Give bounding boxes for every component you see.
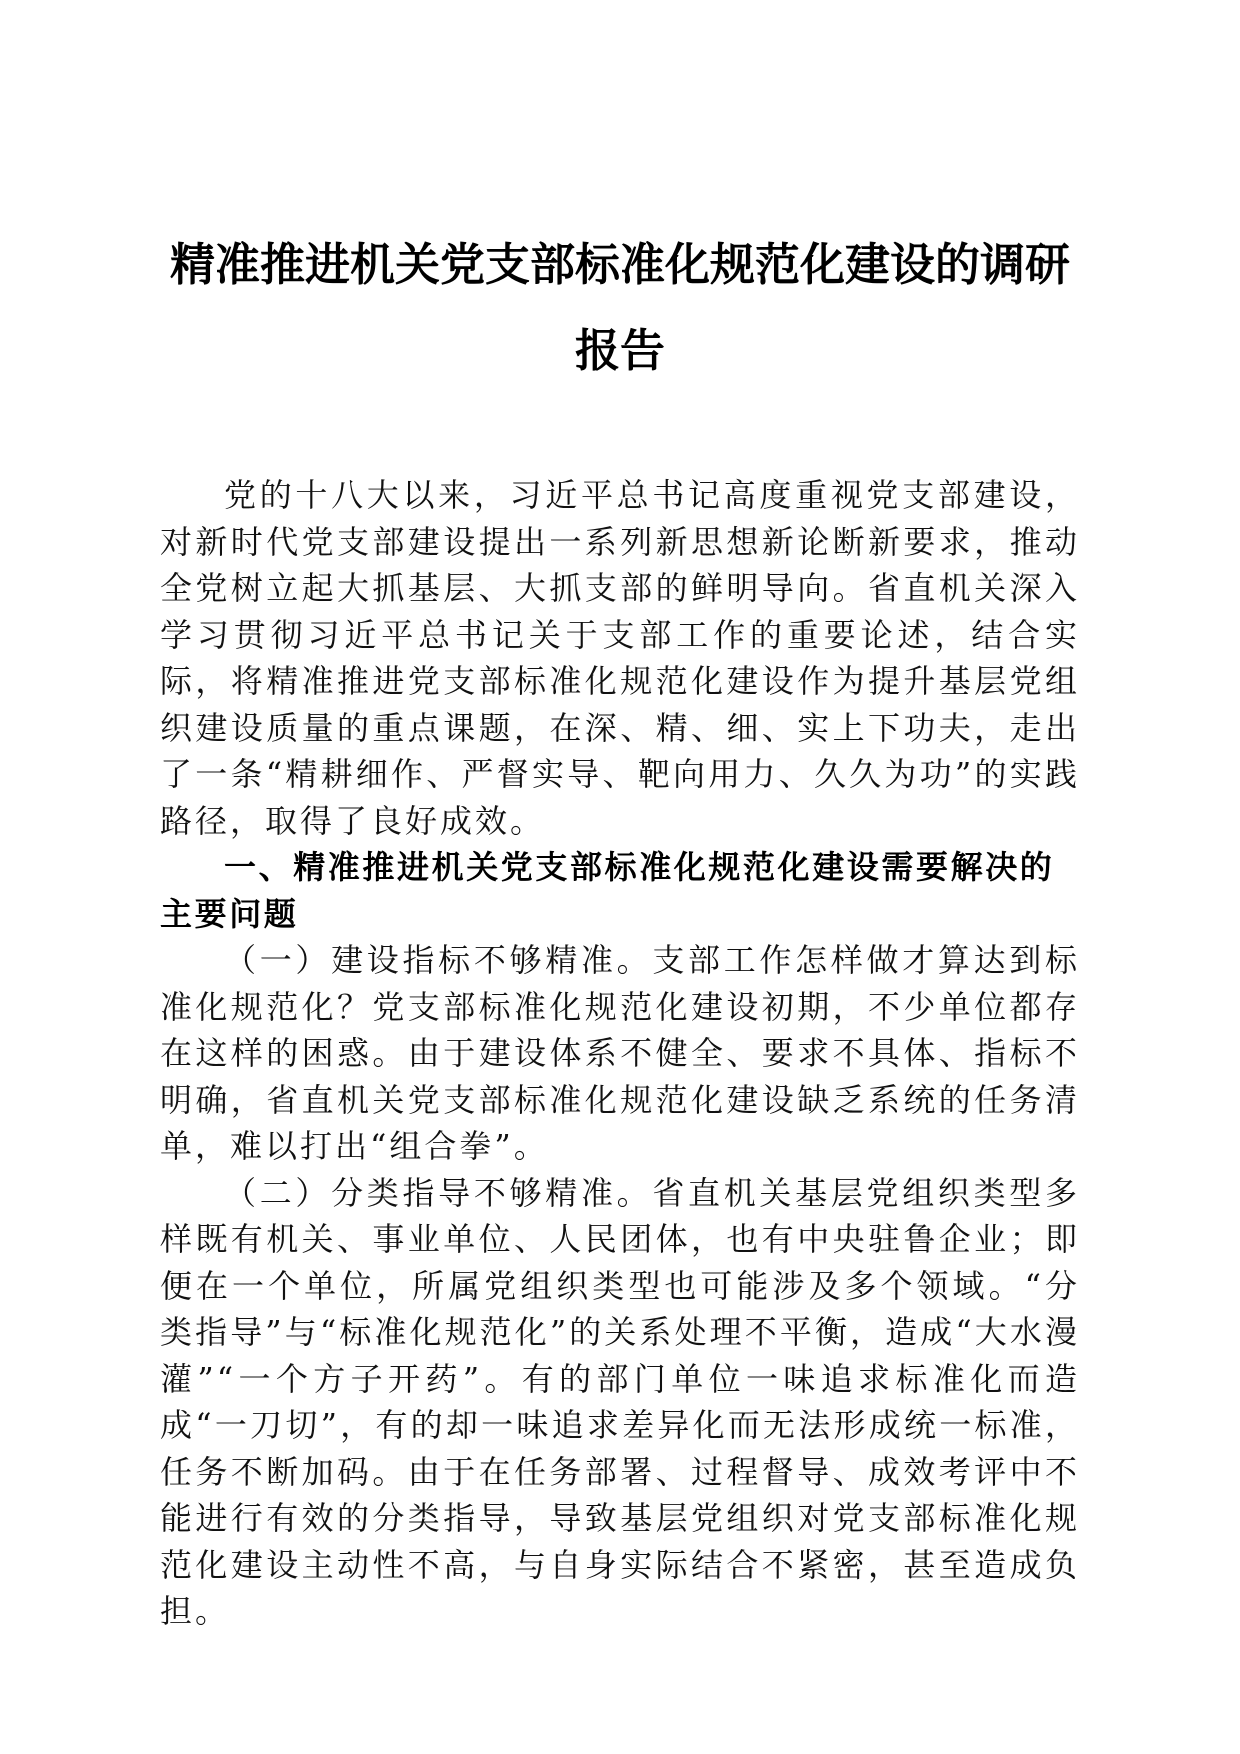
- section-heading: 一、精准推进机关党支部标准化规范化建设需要解决的主要问题: [160, 848, 1055, 933]
- document-body: [160, 472, 1080, 1635]
- title-line-2: 报告: [574, 324, 665, 377]
- document-title: [140, 222, 1100, 394]
- point-paragraph-1: （一）建设指标不够精准。支部工作怎样做才算达到标准化规范化？党支部标准化规范化建设初期，不少单位都存在这样的困惑。由于建设体系不健全、要求不具体、指标不明确，省直机关党支部标准化规范化建设缺乏系统的任务清单，难以打出“组合拳”。: [160, 941, 1080, 1165]
- intro-paragraph: 党的十八大以来，习近平总书记高度重视党支部建设，对新时代党支部建设提出一系列新思想新论断新要求，推动全党树立起大抓基层、大抓支部的鲜明导向。省直机关深入学习贯彻习近平总书记关于支部工作的重要论述，结合实际，将精准推进党支部标准化规范化建设作为提升基层党组织建设质量的重点课题，在深、精、细、实上下功夫，走出了一条“精耕细作、严督实导、靶向用力、久久为功”的实践路径，取得了良好成效。: [160, 476, 1080, 840]
- point-paragraph-2: （二）分类指导不够精准。省直机关基层党组织类型多样既有机关、事业单位、人民团体，也有中央驻鲁企业；即便在一个单位，所属党组织类型也可能涉及多个领域。“分类指导”与“标准化规范化”的关系处理不平衡，造成“大水漫灌”“一个方子开药”。有的部门单位一味追求标准化而造成“一刀切”，有的却一味追求差异化而无法形成统一标准，任务不断加码。由于在任务部署、过程督导、成效考评中不能进行有效的分类指导，导致基层党组织对党支部标准化规范化建设主动性不高，与自身实际结合不紧密，甚至造成负担。: [160, 1173, 1080, 1630]
- title-line-1: 精准推进机关党支部标准化规范化建设的调研: [169, 238, 1070, 291]
